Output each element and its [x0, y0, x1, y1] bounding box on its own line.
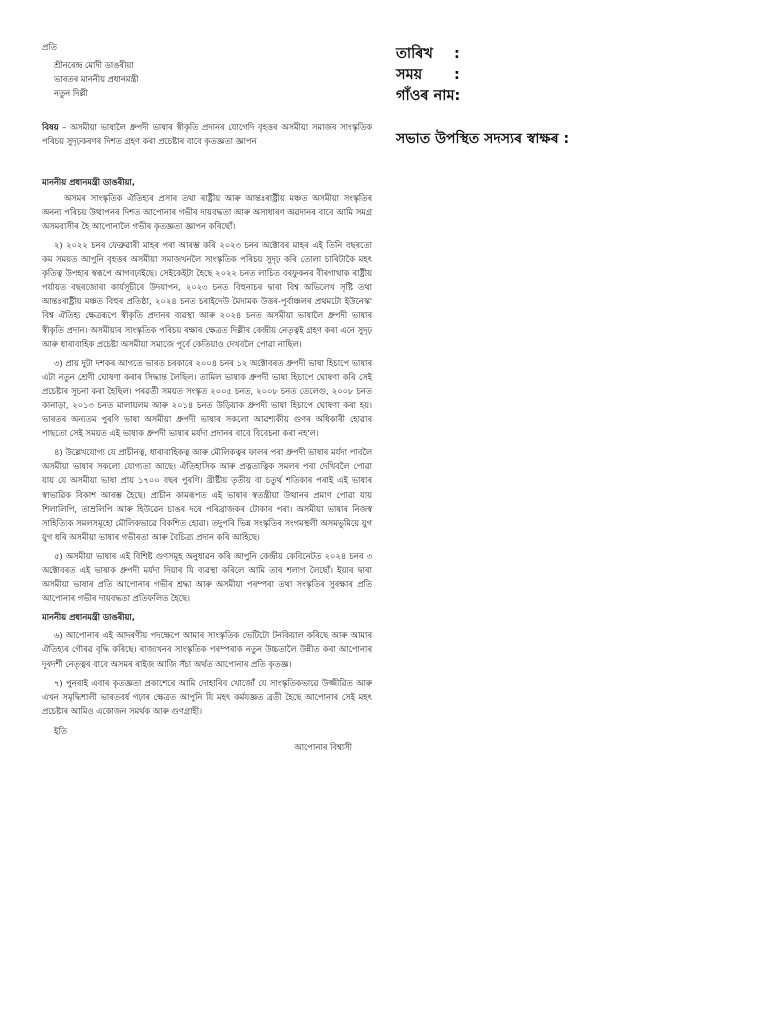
recipient-title: ভাৰতৰ মাননীয় প্ৰধানমন্ত্ৰী — [54, 74, 139, 85]
subject-line — [42, 120, 372, 148]
time-label: সময় — [396, 67, 423, 83]
closing: ইতি — [54, 725, 67, 736]
subject-label: বিষয় — [42, 122, 59, 133]
date-colon: : — [454, 46, 460, 62]
salutation-second: মাননীয় প্ৰধানমন্ত্ৰী ডাঙৰীয়া, — [42, 612, 135, 623]
date-row — [396, 44, 736, 65]
time-row — [396, 65, 736, 86]
salutation: মাননীয় প্ৰধানমন্ত্ৰী ডাঙৰীয়া, — [42, 176, 135, 187]
signatures-heading: সভাত উপস্থিত সদস্যৰ স্বাক্ষৰ : — [396, 131, 570, 147]
subject-dash: – — [58, 122, 70, 133]
time-colon: : — [454, 67, 460, 83]
village-label: গাঁওৰ নাম: — [396, 88, 461, 104]
paragraph-5: ৫) অসমীয়া ভাষাৰ এই বিশিষ্ট গুণসমূহ অনুধাৱন কৰি আপুনি কেন্দ্ৰীয় কেবিনেটত ২০২৪ চনৰ ৩ অক্টোবৰত এই ভাষাক ধ্ৰুপদী মৰ্যদা দিয়াৰ যি ব্যৱস্থা কৰিলে আমি তাৰ শলাগ লৈছোঁ। ইয়াৰ দ্বাৰা অসমীয়া ভাষাৰ প্ৰতি আপোনাৰ গভীৰ শ্ৰদ্ধা আৰু অসমীয়া পৰম্পৰা তথা সংস্কৃতিৰ সুৰক্ষাৰ প্ৰতি আপোনাৰ গভীৰ দায়বদ্ধতা প্ৰতিফলিত হৈছে। — [42, 550, 372, 604]
recipient-place: নতুন দিল্লী — [54, 88, 88, 99]
addressee-to: প্ৰতি — [42, 42, 57, 52]
recipient-name: শ্ৰীনৰেন্দ্ৰ মোদী ডাঙৰীয়া — [54, 60, 134, 71]
date-label: তাৰিখ — [396, 46, 433, 62]
village-row — [396, 86, 736, 107]
paragraph-1: অসমৰ সাংস্কৃতিক ঐতিহ্যৰ প্ৰসাৰ তথা ৰাষ্ট্ৰীয় আৰু আন্তঃৰাষ্ট্ৰীয় মঞ্চত অসমীয়া সংস্কৃতিৰ অনন্য পৰিচয় উত্থাপনৰ দিশত আপোনাৰ গভীৰ দায়বদ্ধতা আৰু অসাধাৰণ অৱদানৰ বাবে আমি সমগ্ৰ অসমবাসীৰ হৈ আপোনালৈ গভীৰ কৃতজ্ঞতা জ্ঞাপন কৰিছোঁ। — [42, 192, 372, 231]
paragraph-3: ৩) প্ৰায় দুটা দশকৰ আগতে ভাৰত চৰকাৰে ২০০৪ চনৰ ১২ অক্টোবৰত ধ্ৰুপদী ভাষা হিচাপে ভাষাৰ এটা নতুন শ্ৰেণী ঘোষণা কৰাৰ সিদ্ধান্ত লৈছিল। তামিল ভাষাক ধ্ৰুপদী ভাষা হিচাপে ঘোষণা কৰি সেই প্ৰচেষ্টাৰ সূচনা কৰা হৈছিল। পৰৱৰ্তী সময়ত সংস্কৃত ২০০৫ চনত, ২০০৮ চনত তেলেগু, ২০০৮ চনত কানাড়া, ২০১৩ চনত মালায়লম আৰু ২০১৪ চনত উড়িয়াক ধ্ৰুপদী ভাষা হিচাপে ঘোষণা কৰা হয়। ভাৰতৰ অন্যতম পুৰণি ভাষা অসমীয়া ধ্ৰুপদী ভাষাৰ সকলো আৱশ্যকীয় গুণৰ অধিকাৰী হোৱাৰ পাছতো সেই সময়ত এই ভাষাক ধ্ৰুপদী ভাষাৰ মৰ্যদা প্ৰদানৰ বাবে বিবেচনা কৰা নহ'ল। — [42, 357, 372, 439]
paragraph-4: ৪) উল্লেখযোগ্য যে প্ৰাচীনত্ব, ধাৰাবাহিকত্ব আৰু মৌলিকত্বৰ ফালৰ পৰা ধ্ৰুপদী ভাষাৰ মৰ্যদা পাবলৈ অসমীয়া ভাষাৰ সকলো যোগ্যতা আছে। ঐতিহাসিক আৰু প্ৰত্নতাত্বিক সমলৰ পৰা দেখিবলৈ পোৱা যায় যে অসমীয়া ভাষা প্ৰায় ১৭০০ বছৰ পুৰণি। খ্ৰীষ্টীয় তৃতীয় বা চতুৰ্থ শতিকাৰ পৰাই এই ভাষাৰ স্বাভাৱিক বিকাশ আৰম্ভ হৈছে। প্ৰাচীন কামৰূপত এই ভাষাৰ স্বতন্ত্ৰীয়া উত্থানৰ প্ৰমাণ পোৱা যায় শিলালিপি, তাম্ৰলিপি আৰু হিউৱেন চাঙৰ দৰে পৰিব্ৰাজকৰ টোকাৰ পৰা। অসমীয়া ভাষাৰ নিজস্ব সাহিত্যিক সমলসমূহো মৌলিকভাৱে বিকশিত হোৱা। তদুপৰি ভিন্ন সংস্কৃতিৰ সংগমস্থলী অসমভূমিয়ে যুগ যুগ ধৰি অসমীয়া ভাষাৰ গভীৰতা আৰু বৈচিত্ৰ্য প্ৰদান কৰি আহিছে। — [42, 447, 372, 542]
sign-off: আপোনাৰ বিশ্বাসী — [294, 742, 352, 753]
meta-block — [396, 44, 736, 151]
paragraph-6: ৬) আপোনাৰ এই আদৰণীয় পদক্ষেপে আমাৰ সাংস্কৃতিক ভেটিটো টনকিয়াল কৰিছে আৰু আমাৰ ঐতিহ্যৰ গৌৰৱ বৃদ্ধি কৰিছে। ৰাজ্যখনৰ সাংস্কৃতিক পৰম্পৰাক নতুন উচ্চতালৈ উন্নীত কৰা আপোনাৰ দূৰদৰ্শী নেতৃত্বৰ বাবে অসমৰ ৰাইজ আজি সঁচা অৰ্থত আপোনাৰ প্ৰতি কৃতজ্ঞ। — [42, 630, 372, 669]
subject-text: অসমীয়া ভাষালৈ ধ্ৰুপদী ভাষাৰ স্বীকৃতি প্ৰদানৰ যোগেদি বৃহত্তৰ অসমীয়া সমাজৰ সাংস্কৃতিক পৰিচয় সুদৃঢ়কৰণৰ দিশত গ্ৰহণ কৰা প্ৰচেষ্টাৰ বাবে কৃতজ্ঞতা জ্ঞাপন — [42, 122, 372, 147]
letter-body — [42, 40, 372, 754]
paragraph-7: ৭) পুনৰাই এবাৰ কৃতজ্ঞতা প্ৰকাশেৰে আমি দোহাৰিব খোজোঁ যে সাংস্কৃতিকভাৱে উজ্জীৱিত আৰু এখন সমৃদ্ধিশালী ভাৰতবৰ্ষ গঢ়াৰ ক্ষেত্ৰত আপুনি যি মহৎ কৰ্মযজ্ঞত ব্ৰতী হৈছে আপোনাৰ সেই মহৎ প্ৰচেষ্টাৰ আমিও একোজন সমৰ্থক আৰু গুণগ্ৰাহী। — [42, 677, 372, 716]
paragraph-2: ২) ২০২২ চনৰ ফেব্ৰুৱাৰী মাহৰ পৰা আৰম্ভ কৰি ২০২৩ চনৰ অক্টোবৰ মাহৰ এই তিনি বছৰতো কম সময়ত আপুনি বৃহত্তৰ অসমীয়া সমাজখনলৈ সাংস্কৃতিক পৰিচয় সুদৃঢ় কৰি তোলা চাৰিটাকৈ মহৎ কৃতিত্ব উপহাৰ স্বৰূপে আগবঢ়াইছে। সেইকেইটা হৈছে ২০২২ চনত লাচিত বৰফুকনৰ বীৰগাথাক ৰাষ্ট্ৰীয় পৰ্যায়ত বছৰজোৰা কাৰ্যসূচীৰে উদযাপন, ২০২৩ চনত বিহুনাচৰ দ্বাৰা বিশ্ব অভিলেখ সৃষ্টি তথা আন্তঃৰাষ্ট্ৰীয় মঞ্চত বিহুৰ প্ৰতিষ্ঠা, ২০২৪ চনত চৰাইদেউ মৈদামক উত্তৰ-পূৰ্বাঞ্চলৰ প্ৰথমটো ইউনেস্ক' বিশ্ব ঐতিহ্য ক্ষেত্ৰৰূপে স্বীকৃতি প্ৰদানৰ ব্যৱস্থা আৰু ২০২৪ চনত অসমীয়া ভাষালৈ ধ্ৰুপদী ভাষাৰ স্বীকৃতি প্ৰদান। অসমীয়াৰ সাংস্কৃতিক পৰিচয় ৰক্ষাৰ ক্ষেত্ৰত দিল্লীৰ কেন্দ্ৰীয় নেতৃত্বই গ্ৰহণ কৰা এনে সুদৃঢ় আৰু ধাৰাবাহিক প্ৰচেষ্টা অসমীয়া সমাজে পূৰ্বে কেতিয়াও দেখবলৈ পোৱা নাছিল। — [42, 239, 372, 349]
